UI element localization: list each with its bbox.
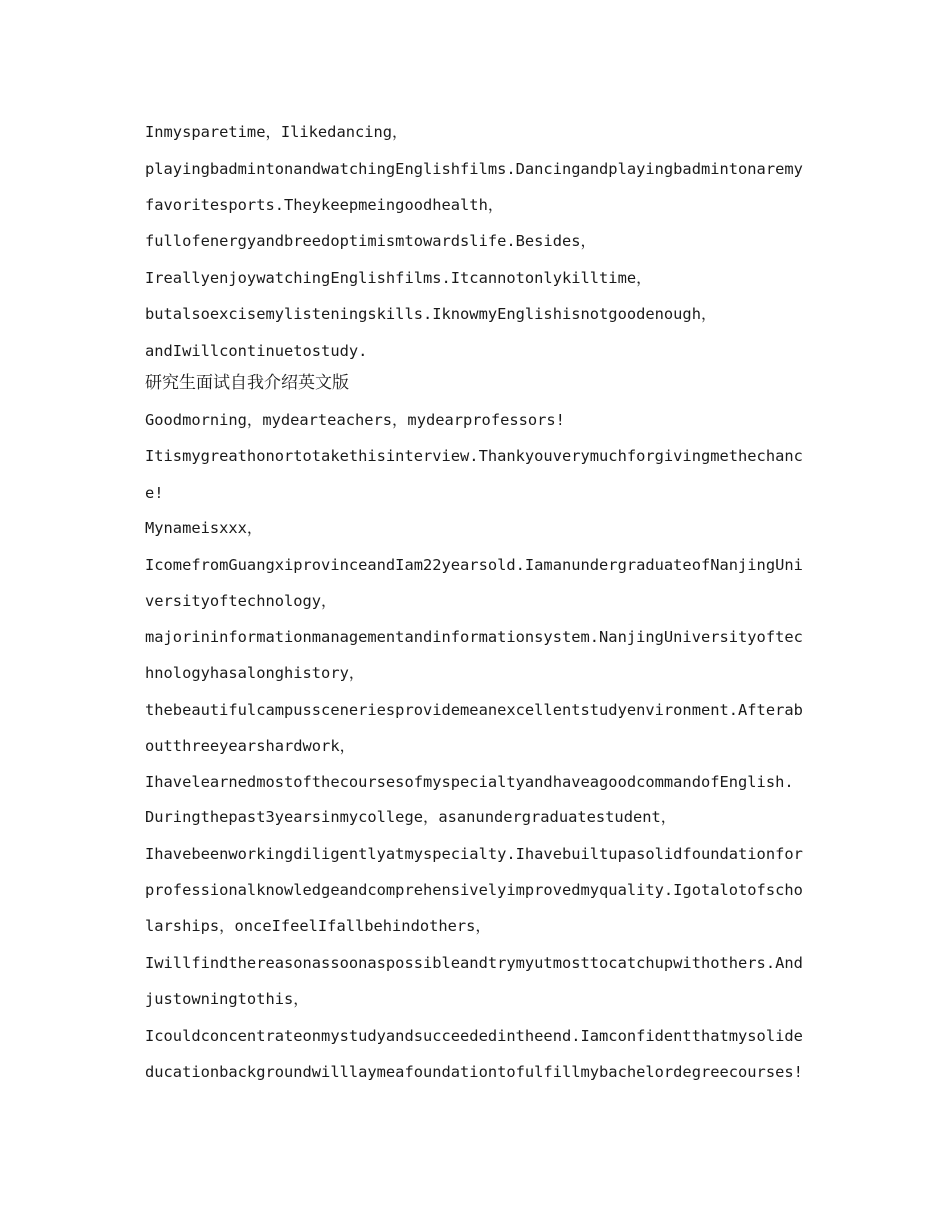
text-line: justowningtothis， xyxy=(145,990,309,1008)
text-line: Itismygreathonortotakethisinterview.Thankyouverymuchforgivingmethechanc xyxy=(145,447,803,465)
text-line: Iwillfindthereasonassoonaspossibleandtrymyutmosttocatchupwithothers.And xyxy=(145,954,803,972)
text-line: playingbadmintonandwatchingEnglishfilms.Dancingandplayingbadmintonaremy xyxy=(145,160,803,178)
text-line: e! xyxy=(145,484,164,502)
text-line: favoritesports.Theykeepmeingoodhealth， xyxy=(145,196,504,214)
text-line: Icouldconcentrateonmystudyandsucceededintheend.Iamconfidentthatmysolide xyxy=(145,1027,803,1045)
section-heading: 研究生面试自我介绍英文版 xyxy=(145,373,349,393)
text-line: Ihavebeenworkingdiligentlyatmyspecialty.Ihavebuiltupasolidfoundationfor xyxy=(145,845,803,863)
text-line: professionalknowledgeandcomprehensivelyimprovedmyquality.Igotalotofscho xyxy=(145,881,803,899)
text-line: larships，onceIfeelIfallbehindothers， xyxy=(145,917,491,935)
text-line: butalsoexcisemylisteningskills.IknowmyEnglishisnotgoodenough， xyxy=(145,305,717,323)
text-line: Inmysparetime，Ilikedancing， xyxy=(145,123,408,141)
text-line: Goodmorning，mydearteachers，mydearprofessors! xyxy=(145,411,565,429)
text-line: IhavelearnedmostofthecoursesofmyspecialtyandhaveagoodcommandofEnglish. xyxy=(145,773,794,791)
text-line: majorininformationmanagementandinformationsystem.NanjingUniversityoftec xyxy=(145,628,803,646)
text-line: thebeautifulcampussceneriesprovidemeanexcellentstudyenvironment.Afterab xyxy=(145,701,803,719)
text-line: hnologyhasalonghistory， xyxy=(145,664,365,682)
text-line: IcomefromGuangxiprovinceandIam22yearsold.IamanundergraduateofNanjingUni xyxy=(145,556,803,574)
text-line: Duringthepast3yearsinmycollege，asanundergraduatestudent， xyxy=(145,808,677,826)
text-line: outthreeyearshardwork， xyxy=(145,737,355,755)
text-line: IreallyenjoywatchingEnglishfilms.Itcannotonlykilltime， xyxy=(145,269,652,287)
text-line: versityoftechnology， xyxy=(145,592,337,610)
text-line: ducationbackgroundwilllaymeafoundationtofulfillmybachelordegreecourses! xyxy=(145,1063,803,1081)
text-line: fullofenergyandbreedoptimismtowardslife.Besides， xyxy=(145,232,596,250)
text-line: andIwillcontinuetostudy. xyxy=(145,342,368,360)
text-line: Mynameisxxx， xyxy=(145,519,263,537)
